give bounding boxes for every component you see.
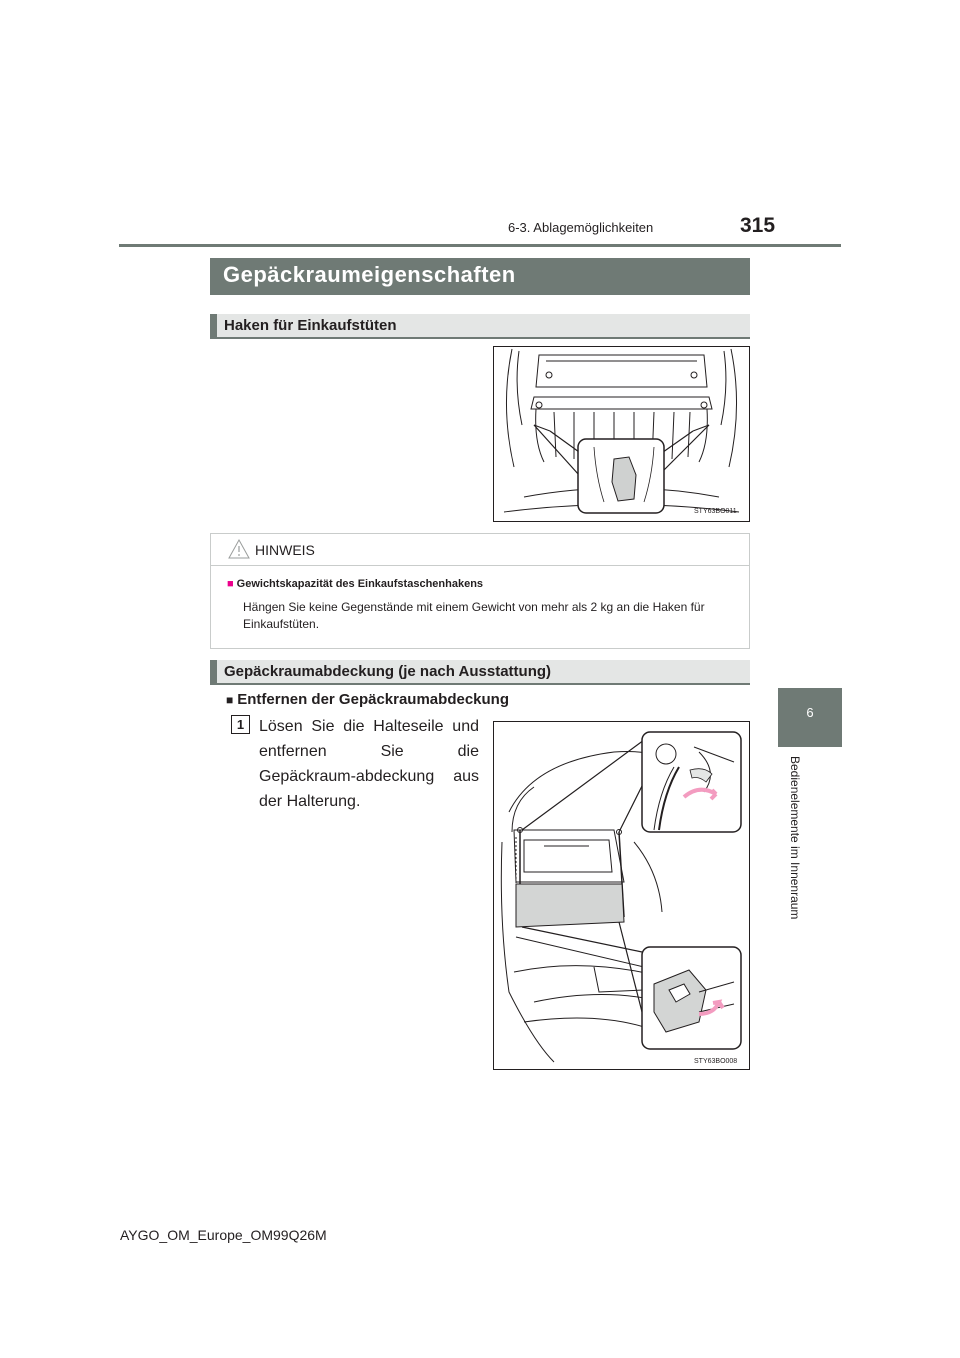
figure-code: STY63BO011 (694, 508, 737, 515)
notice-header (211, 534, 749, 566)
step-text: Lösen Sie die Halteseile und entfernen Sie die Gepäckraum-abdeckung aus der Halterung. (259, 718, 479, 810)
figure-cargo-cover (493, 721, 750, 1070)
procedure-title (226, 691, 509, 708)
chapter-title: Bedienelemente im Innenraum (788, 756, 802, 920)
notice-label: HINWEIS (255, 542, 315, 558)
section-heading-text: Gepäckraumabdeckung (je nach Ausstattung) (224, 663, 552, 680)
procedure-title-text: Entfernen der Gepäckraumabdeckung (237, 691, 509, 708)
page-number: 315 (740, 214, 776, 237)
notice-item-body: Hängen Sie keine Gegenstände mit einem Gewicht von mehr als 2 kg an die Haken für Einkaufstüten. (243, 600, 705, 631)
notice-box (210, 533, 750, 649)
triangle-bullet-icon: ■ (226, 693, 234, 707)
step-number: 1 (231, 715, 250, 734)
figure-shopping-hooks (493, 346, 750, 522)
notice-item-title-text: Gewichtskapazität des Einkaufstaschenhakens (236, 578, 484, 590)
notice-item-title (227, 578, 483, 590)
figure-code: STY63BO008 (694, 1058, 738, 1065)
page-title: Gepäckraumeigenschaften (210, 258, 750, 295)
section-heading-text: Haken für Einkaufstüten (224, 317, 397, 334)
header-rule (119, 244, 841, 247)
document-footer: AYGO_OM_Europe_OM99Q26M (120, 1227, 327, 1243)
section-header: 6-3. Ablagemöglichkeiten (508, 220, 654, 235)
heading-accent (210, 660, 217, 683)
section-heading-hooks (210, 314, 750, 339)
bullet-square-icon: ■ (227, 578, 234, 590)
warning-triangle-icon (228, 538, 250, 560)
heading-accent (210, 314, 217, 337)
cargo-cover-illustration (494, 722, 749, 1069)
section-heading-cover (210, 660, 750, 685)
trunk-hook-illustration (494, 347, 749, 521)
chapter-number: 6 (806, 705, 814, 720)
